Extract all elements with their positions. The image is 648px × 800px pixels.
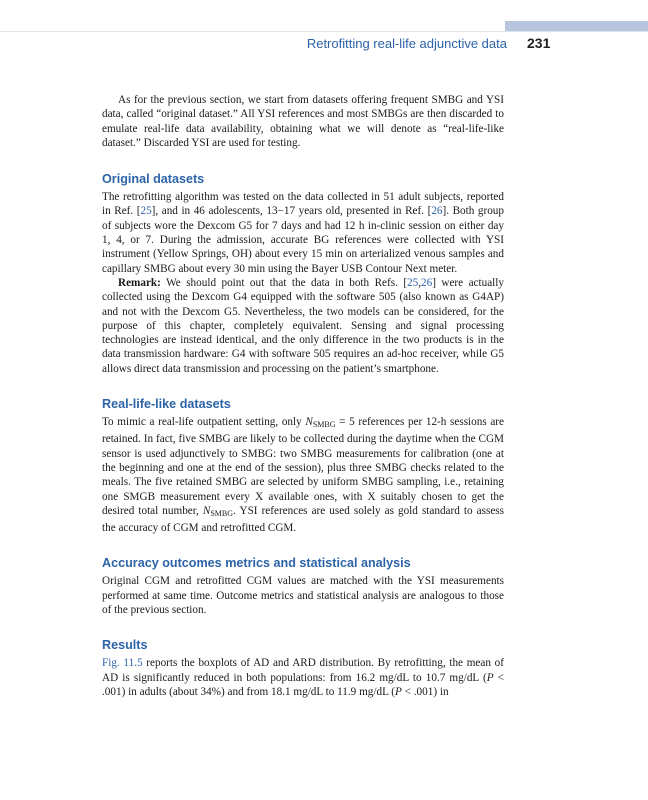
figure-link[interactable]: Fig. 11.5 xyxy=(102,657,143,670)
intro-paragraph: As for the previous section, we start from datasets offering frequent SMBG and YSI data, called “original dataset.” All YSI references and most SMBGs are then discarded to emulate real-life data availability, obtaining what we will denote as “real-life-like dataset.” Discarded YSI are used for testing. xyxy=(102,94,504,149)
header-accent-bar xyxy=(505,21,648,31)
accuracy-outcomes-paragraph: Original CGM and retrofitted CGM values are matched with the YSI measurements performed at same time. Outcome metrics and statistical analysis are analogous to those of the previous section. xyxy=(102,575,504,617)
running-title: Retrofitting real-life adjunctive data xyxy=(306,36,507,51)
page-number: 231 xyxy=(527,35,551,51)
p-value-symbol: P xyxy=(395,685,402,698)
original-datasets-paragraph: The retrofitting algorithm was tested on the data collected in 51 adult subjects, reported in Ref. [25], and in 46 adolescents, 13−17 years old, presented in Ref. [26]. Both group of subjects wore the Dexcom G5 for 7 days and had 12 h in-clinic session on either day 1, 4, or 7. During the admission, accurate BG references were collected with YSI instrument (Yellow Springs, OH) about every 15 min on arterialized venous samples and capillary SMBG about every 30 min using the Bayer USB Contour Next meter. xyxy=(102,191,504,275)
p-value-symbol: P xyxy=(486,671,494,684)
citation-link[interactable]: 25 xyxy=(140,205,152,218)
citation-link[interactable]: 25 xyxy=(407,276,419,289)
remark-paragraph: Remark: We should point out that the data in both Refs. [25,26] were actually collected using the Dexcom G4 equipped with the software 505 (also known as G4AP) and not with the Dexcom G5. Nevertheless, the two models can be considered, for the purpose of this chapter, completely equivalent. Sensing and signal processing technologies are instead identical, and the only difference in the two products is in the data transmission hardware: G4 with software 505 requires an ad-hoc receiver, while G5 allows direct data transmission and processing on the patient’s smartphone. xyxy=(102,276,504,375)
citation-link[interactable]: 26 xyxy=(431,205,443,218)
section-heading-results: Results xyxy=(102,638,148,653)
citation-link[interactable]: 26 xyxy=(421,276,433,289)
section-heading-original-datasets: Original datasets xyxy=(102,172,205,187)
real-life-like-paragraph: To mimic a real-life outpatient setting, only $N_{SMBG} = 5$ references per 12-h sessions are retained. In fact, five SMBG are likely to be collected during the daytime when the CGM sensor is used adjunctively to SMBG: two SMBG measurements for calibration (one at the beginning and one at the end of the session), plus three SMBG checks related to the meals. The five retained SMBG are selected by uniform SMBG sampling, i.e., retaining one SMGB measurement every X available ones, with X suitably chosen to get the desired total number, $N_{SMBG}$. YSI references are used solely as gold standard to assess the accuracy of CGM and retrofitted CGM. xyxy=(102,416,505,535)
n-smbg-symbol: $N_{SMBG}$ xyxy=(305,416,336,430)
header-rule xyxy=(0,31,648,32)
page-body xyxy=(102,93,504,699)
remark-label: Remark: xyxy=(118,276,161,289)
section-heading-accuracy-outcomes: Accuracy outcomes metrics and statistical analysis xyxy=(102,556,411,571)
section-heading-real-life-like-datasets: Real-life-like datasets xyxy=(102,397,231,412)
n-smbg-symbol: $N_{SMBG}$ xyxy=(202,504,234,518)
results-paragraph: Fig. 11.5 reports the boxplots of AD and ARD distribution. By retrofitting, the mean of AD is significantly reduced in both populations: from 16.2 mg/dL to 10.7 mg/dL (P < .001) in adults (about 34%) and from 18.1 mg/dL to 11.9 mg/dL (P < .001) in xyxy=(102,657,504,698)
